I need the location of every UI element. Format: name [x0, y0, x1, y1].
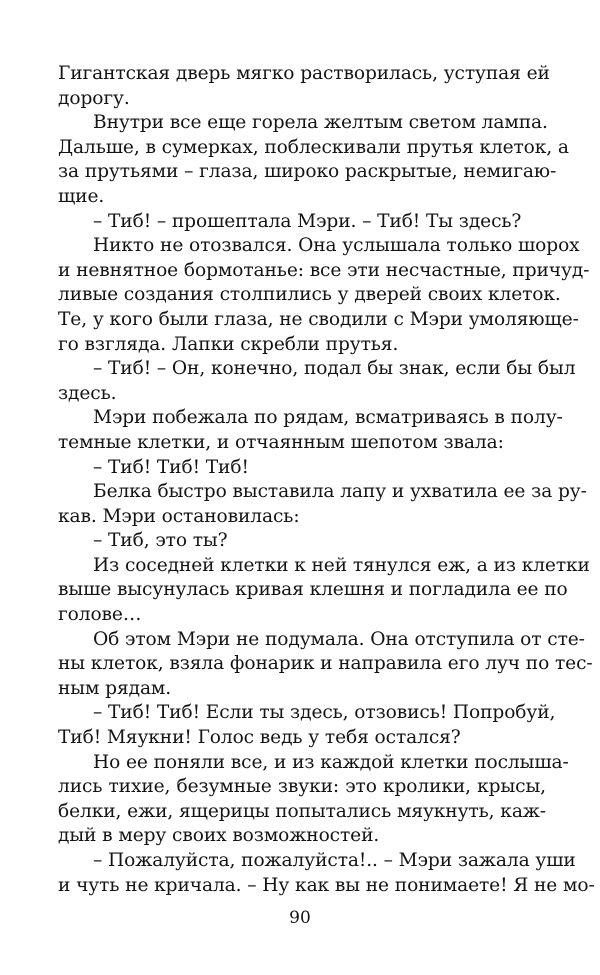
- text-line: Те, у кого были глаза, не сводили с Мэри умоляюще-: [58, 308, 579, 330]
- text-line: Внутри все еще горела желтым светом лампа.: [93, 112, 548, 134]
- text-line: – Пожалуйста, пожалуйста!.. – Мэри зажала уши: [93, 850, 576, 871]
- text-line: ны клеток, взяла фонарик и направила его луч по тес-: [58, 653, 593, 675]
- book-page-text: [58, 62, 595, 898]
- text-line: Из соседней клетки к ней тянулся еж, а из клетки: [93, 554, 590, 576]
- text-line: Белка быстро выставила лапу и ухватила ее за ру-: [93, 481, 587, 503]
- text-line: – Тиб! – прошептала Мэри. – Тиб! Ты здесь?: [93, 210, 522, 232]
- text-line: ным рядам.: [58, 677, 172, 699]
- text-line: и невнятное бормотанье: все эти несчастные, причуд-: [58, 259, 590, 281]
- text-line: щие.: [58, 185, 105, 207]
- text-line: и чуть не кричала. – Ну как вы не понимаете! Я не мо-: [58, 874, 595, 896]
- text-line: Никто не отозвался. Она услышала только шорох: [93, 235, 580, 257]
- text-line: дый в меру своих возможностей.: [58, 825, 380, 847]
- text-line: – Тиб! – Он, конечно, подал бы знак, если бы был: [93, 358, 576, 380]
- text-line: Мэри побежала по рядам, всматриваясь в полу-: [93, 407, 563, 429]
- text-line: – Тиб! Тиб! Если ты здесь, отзовись! Попробуй,: [93, 702, 556, 724]
- text-line: – Тиб! Тиб! Тиб!: [93, 456, 249, 478]
- text-line: голове…: [58, 604, 142, 626]
- text-line: за прутьями – глаза, широко раскрытые, немигаю-: [58, 161, 557, 183]
- page-number: 90: [289, 908, 311, 928]
- text-line: выше высунулась кривая клешня и погладила ее по: [58, 579, 568, 601]
- text-line: Тиб! Мяукни! Голос ведь у тебя остался?: [58, 727, 461, 749]
- text-line: здесь.: [58, 382, 117, 404]
- text-line: – Тиб, это ты?: [93, 530, 228, 552]
- text-line: Об этом Мэри не подумала. Она отступила от сте-: [93, 628, 585, 650]
- text-line: белки, ежи, ящерицы попытались мяукнуть, каж-: [58, 800, 546, 822]
- text-line: кав. Мэри остановилась:: [58, 505, 300, 527]
- text-line: го взгляда. Лапки скребли прутья.: [58, 333, 399, 355]
- text-line: ливые создания столпились у дверей своих клеток.: [58, 284, 561, 306]
- text-line: Гигантская дверь мягко растворилась, уступая ей: [58, 63, 550, 84]
- text-line: Дальше, в сумерках, поблескивали прутья клеток, а: [58, 136, 569, 158]
- text-line: лись тихие, безумные звуки: это кролики, крысы,: [58, 776, 546, 798]
- text-line: Но ее поняли все, и из каждой клетки послыша-: [93, 751, 569, 773]
- text-line: темные клетки, и отчаянным шепотом звала:: [58, 431, 504, 453]
- text-line: дорогу.: [58, 87, 130, 109]
